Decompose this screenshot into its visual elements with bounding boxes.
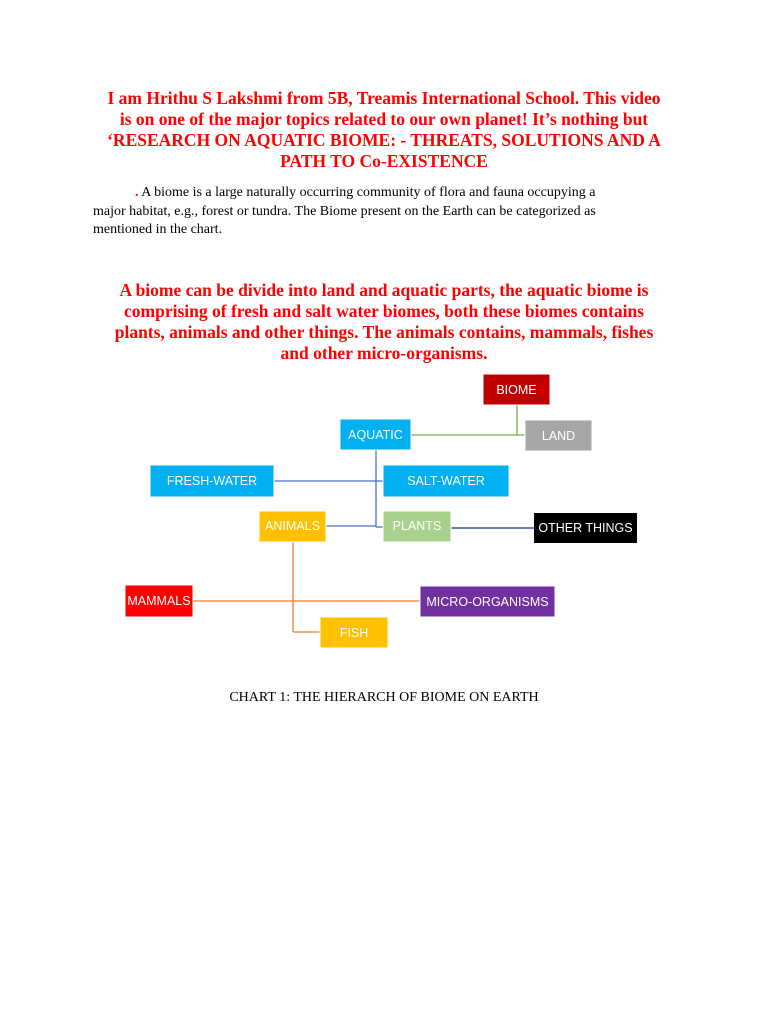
- heading-line: PATH TO Co-EXISTENCE: [280, 151, 488, 171]
- node-label: AQUATIC: [348, 428, 403, 442]
- summary-line: and other micro-organisms.: [280, 343, 488, 363]
- intro-line: mentioned in the chart.: [93, 222, 223, 237]
- node-micro-organisms: [420, 586, 555, 617]
- node-label: MAMMALS: [127, 594, 191, 608]
- node-label: MICRO-ORGANISMS: [426, 595, 549, 609]
- node-label: LAND: [541, 429, 576, 443]
- node-salt-water: [383, 465, 509, 497]
- node-label: ANIMALS: [265, 519, 320, 533]
- node-aquatic: [340, 419, 411, 450]
- node-label: SALT-WATER: [407, 474, 485, 488]
- heading-line: ‘RESEARCH ON AQUATIC BIOME: - THREATS, SOLUTIONS AND A: [107, 130, 661, 150]
- node-fish: [320, 617, 388, 648]
- chart-caption: CHART 1: THE HIERARCH OF BIOME ON EARTH: [229, 690, 539, 705]
- summary-line: A biome can be divide into land and aquatic parts, the aquatic biome is: [119, 280, 649, 300]
- node-other-things: [534, 513, 637, 543]
- node-land: [525, 420, 592, 451]
- intro-bullet: .: [135, 185, 139, 200]
- summary-line: plants, animals and other things. The animals contains, mammals, fishes: [114, 322, 654, 342]
- summary-line: comprising of fresh and salt water biomes, both these biomes contains: [124, 301, 644, 321]
- node-mammals: [125, 585, 193, 617]
- node-biome: [483, 374, 550, 405]
- node-label: OTHER THINGS: [538, 521, 633, 535]
- node-label: PLANTS: [392, 519, 442, 533]
- node-label: FRESH-WATER: [166, 474, 258, 488]
- node-label: BIOME: [496, 383, 537, 397]
- heading-line: is on one of the major topics related to our own planet! It’s nothing but: [119, 109, 649, 129]
- node-label: FISH: [339, 626, 369, 640]
- node-plants: [383, 511, 451, 542]
- node-animals: [259, 511, 326, 542]
- heading-line: I am Hrithu S Lakshmi from 5B, Treamis International School. This video: [107, 88, 661, 108]
- intro-line-text: A biome is a large naturally occurring community of flora and fauna occupying a: [141, 185, 596, 200]
- node-fresh-water: [150, 465, 274, 497]
- intro-line: major habitat, e.g., forest or tundra. The Biome present on the Earth can be categorized as: [93, 203, 596, 219]
